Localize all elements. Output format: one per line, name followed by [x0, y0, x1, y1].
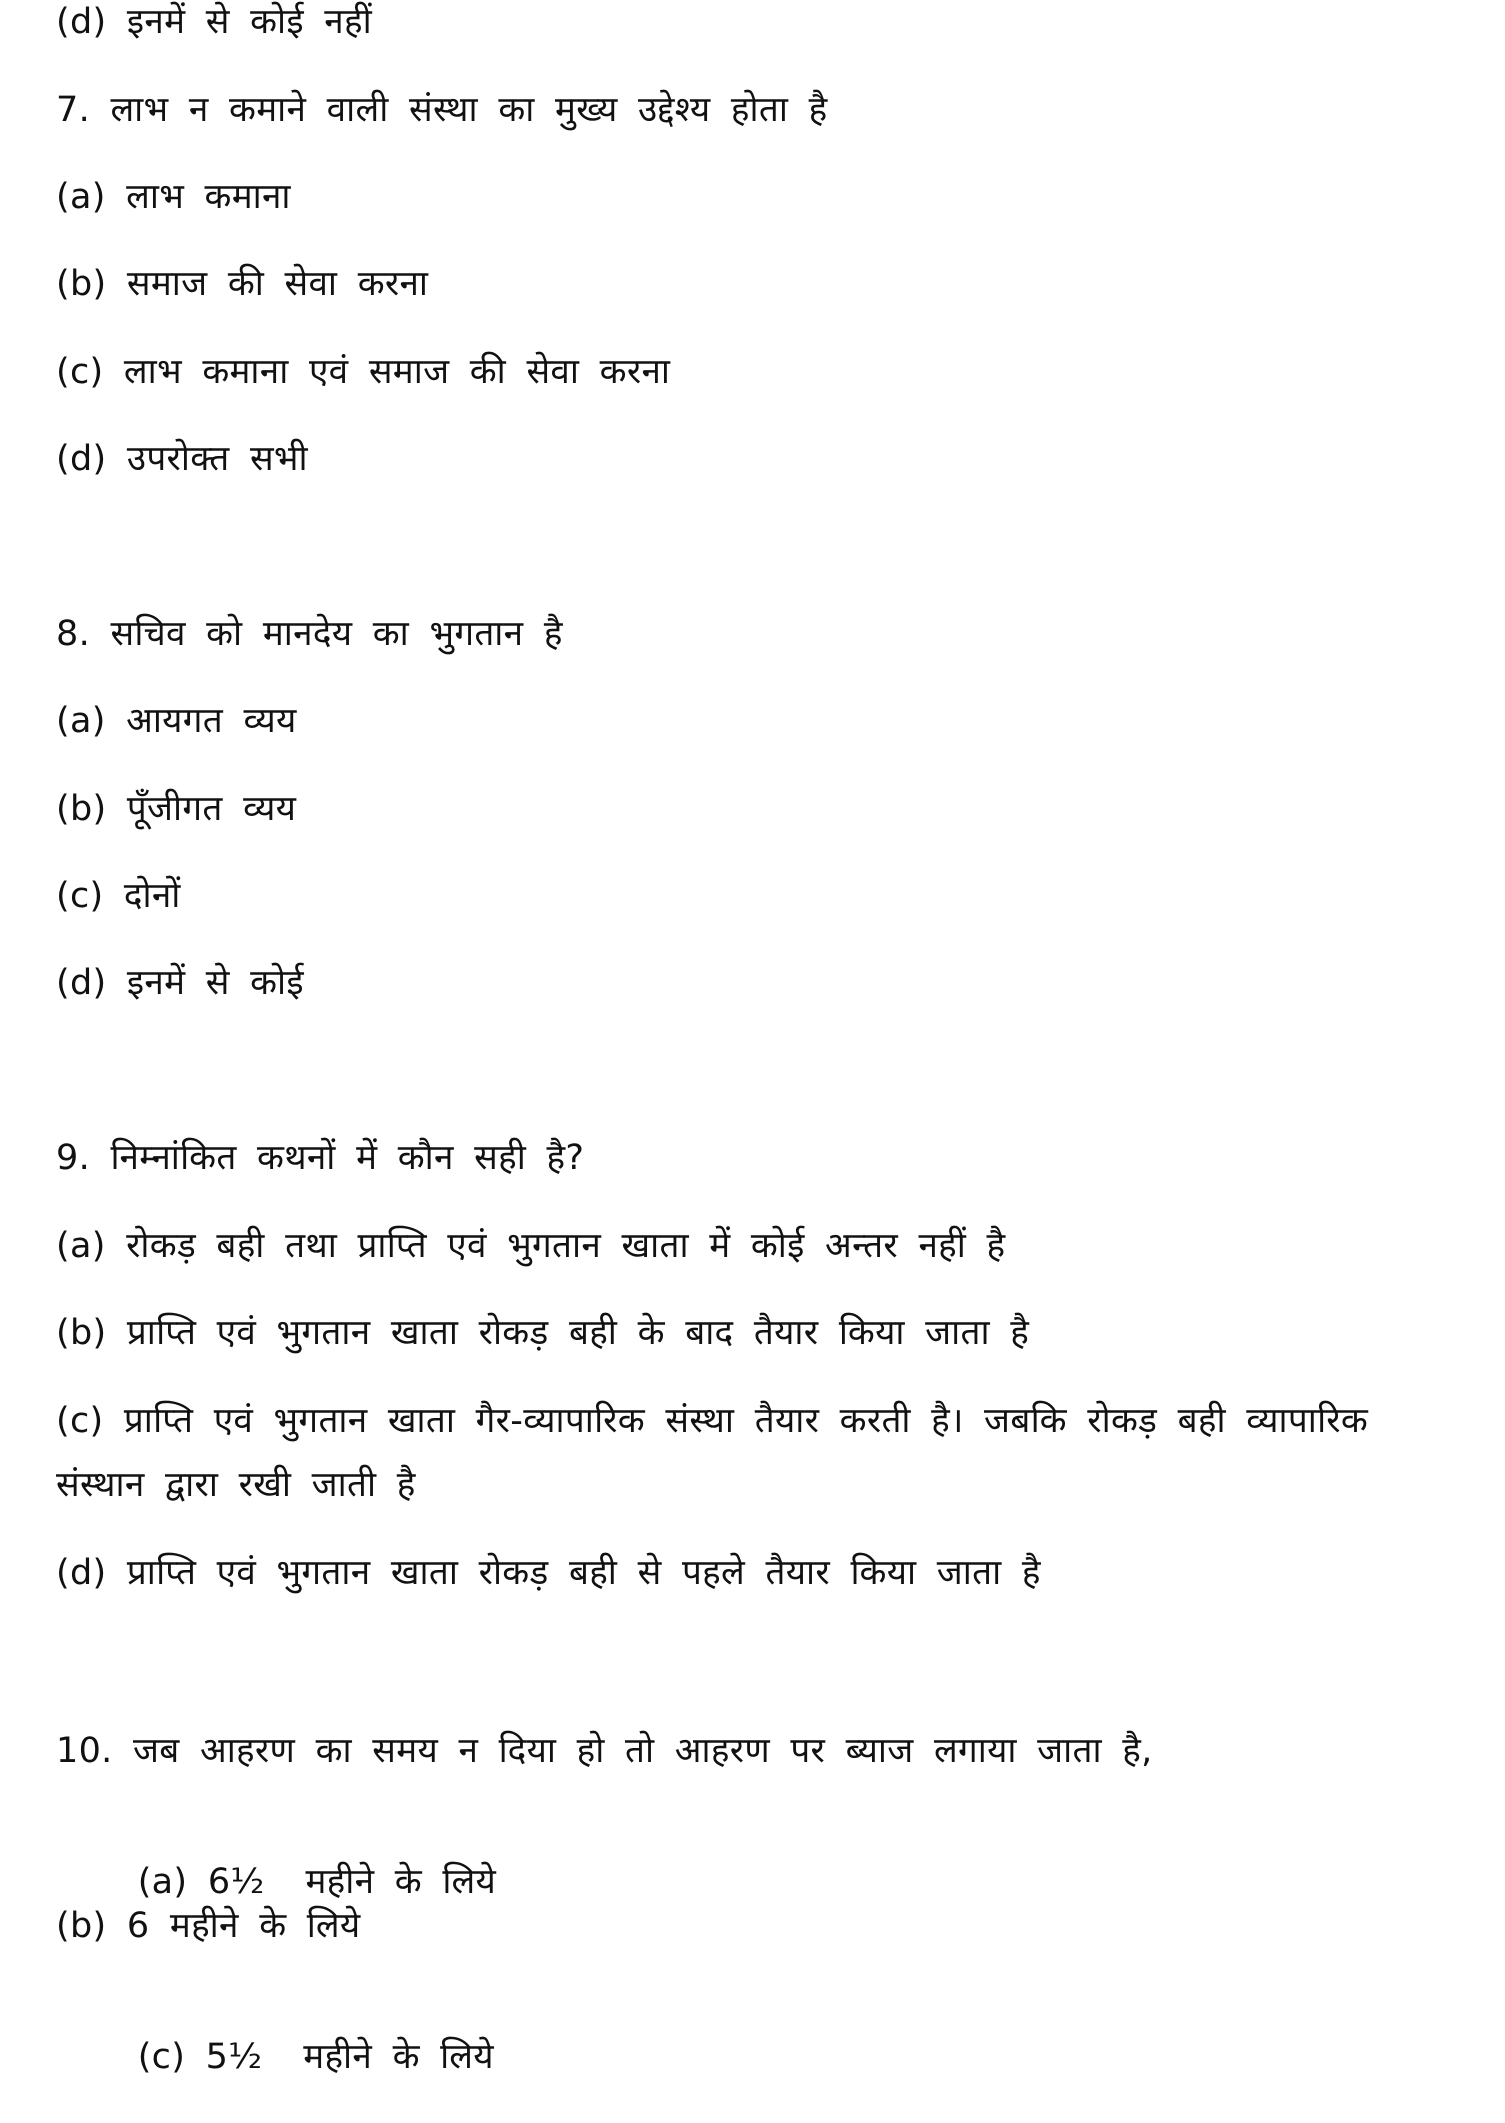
option-label: (a)	[56, 1226, 106, 1266]
option-label: (c)	[56, 1401, 104, 1441]
previous-option-d	[56, 0, 372, 44]
option-text: 6 महीने के लिये	[126, 1906, 361, 1946]
question-7	[56, 88, 828, 132]
option-label: (a)	[56, 177, 106, 217]
option-label: (d)	[56, 439, 107, 479]
option-label: (d)	[56, 1553, 107, 1593]
option-label: (c)	[56, 876, 104, 916]
option-label: (b)	[56, 1906, 107, 1946]
option-label: (d)	[56, 963, 107, 1003]
option-text: समाज की सेवा करना	[126, 264, 429, 304]
option-text: लाभ कमाना	[126, 177, 291, 217]
q9-option-b	[56, 1311, 1029, 1355]
q7-option-b	[56, 262, 428, 306]
option-text: प्राप्ति एवं भुगतान खाता गैर-व्यापारिक संस्था तैयार करती है। जबकि रोकड़ बही व्यापारिक संस्थान द्वारा रखी जाती है	[56, 1401, 1368, 1505]
option-label: (a)	[56, 701, 106, 741]
option-text: रोकड़ बही तथा प्राप्ति एवं भुगतान खाता में कोई अन्तर नहीं है	[126, 1226, 1006, 1266]
option-label: (a)	[137, 1862, 188, 1902]
q9-option-c	[56, 1389, 1436, 1517]
question-text: लाभ न कमाने वाली संस्था का मुख्य उद्देश्य होता है	[110, 90, 828, 130]
option-label: (b)	[56, 264, 107, 304]
question-text: जब आहरण का समय न दिया हो तो आहरण पर ब्याज लगाया जाता है,	[133, 1731, 1153, 1771]
option-text: लाभ कमाना एवं समाज की सेवा करना	[123, 352, 671, 392]
option-text: प्राप्ति एवं भुगतान खाता रोकड़ बही के बाद तैयार किया जाता है	[126, 1313, 1030, 1353]
question-9	[56, 1136, 584, 1180]
q8-option-a	[56, 699, 297, 743]
q7-option-d	[56, 437, 308, 481]
option-text: इनमें से कोई नहीं	[126, 2, 372, 42]
q8-option-c	[56, 874, 181, 918]
q7-option-c	[56, 350, 670, 394]
option-text: दोनों	[123, 876, 181, 916]
q9-option-a	[56, 1224, 1005, 1268]
option-label: (d)	[56, 2, 107, 42]
option-label: (b)	[56, 1313, 107, 1353]
option-text: 6½ महीने के लिये	[207, 1862, 497, 1902]
option-label: (c)	[56, 352, 104, 392]
question-number: 8.	[56, 614, 90, 654]
q7-option-a	[56, 175, 291, 219]
option-text: प्राप्ति एवं भुगतान खाता रोकड़ बही से पहले तैयार किया जाता है	[126, 1553, 1041, 1593]
question-number: 7.	[56, 90, 90, 130]
q10-option-c	[56, 1991, 494, 2123]
option-text: 5½ महीने के लिये	[205, 2037, 494, 2077]
question-text: सचिव को मानदेय का भुगतान है	[110, 614, 563, 654]
question-text: निम्नांकित कथनों में कौन सही है?	[110, 1138, 585, 1178]
option-text: उपरोक्त सभी	[126, 439, 308, 479]
q9-option-d	[56, 1551, 1041, 1595]
option-text: पूँजीगत व्यय	[126, 789, 297, 829]
question-number: 10.	[56, 1731, 113, 1771]
question-8	[56, 612, 563, 656]
option-label: (c)	[137, 2037, 186, 2077]
q8-option-b	[56, 787, 296, 831]
q10-option-b	[56, 1904, 361, 1948]
question-10	[56, 1729, 1153, 1773]
option-label: (b)	[56, 789, 107, 829]
option-text: आयगत व्यय	[126, 701, 297, 741]
q8-option-d	[56, 961, 304, 1005]
question-number: 9.	[56, 1138, 90, 1178]
option-text: इनमें से कोई	[126, 963, 304, 1003]
